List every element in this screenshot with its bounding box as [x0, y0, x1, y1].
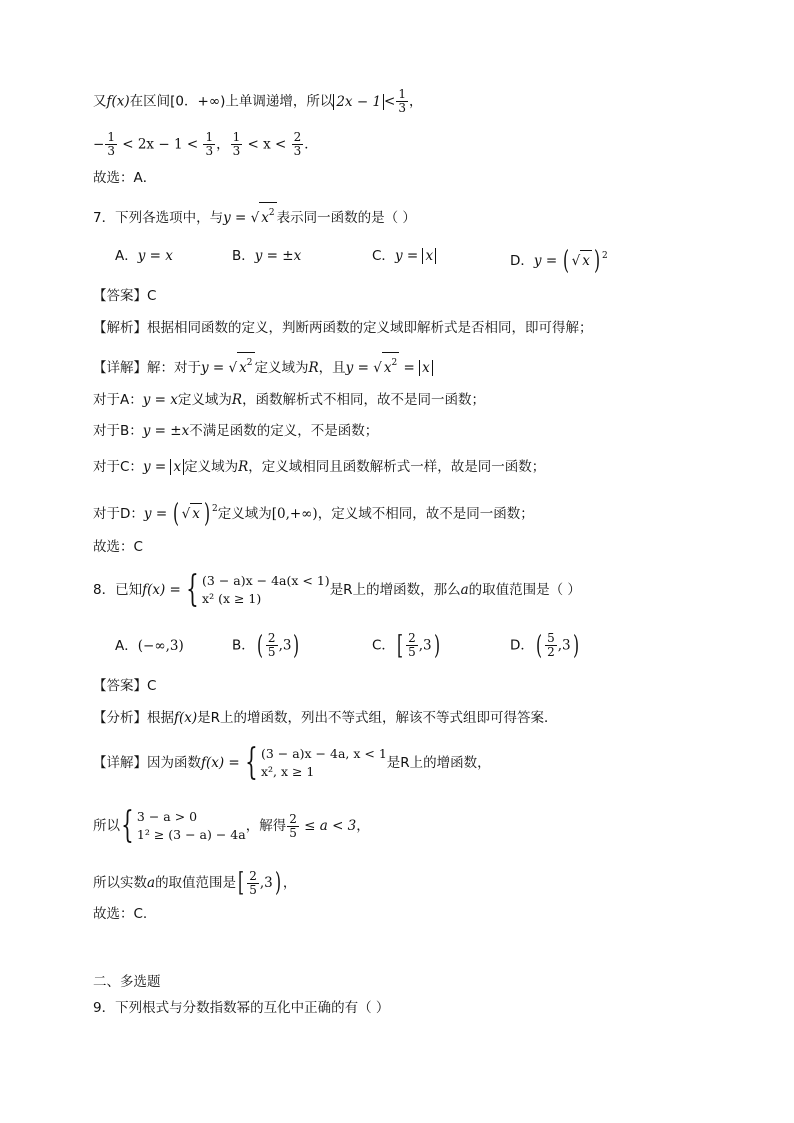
for-a: 对于A：y = x定义域为R，函数解析式不相同，故不是同一函数；	[93, 392, 486, 408]
text: 又	[93, 93, 107, 110]
option-8c[interactable]: C．[ $\frac{2}{5}$ ,3)	[372, 630, 440, 661]
analysis-7: 【解析】根据相同函数的定义，判断两函数的定义域即解析式是否相同，即可得解；	[93, 320, 593, 336]
option-7b[interactable]: B．y = ±x	[232, 248, 302, 264]
math-abs: 2x − 1	[333, 94, 384, 110]
select-answer-7: 故选：C	[93, 539, 143, 555]
detail-8: 【详解】因为函数f(x) = { (3 − a)x − 4a, x < 1 x², x ≥ 1 是R上的增函数，	[93, 742, 491, 783]
for-b: 对于B：y = ±x不满足函数的定义，不是函数；	[93, 423, 379, 439]
line-2: − $\frac{1}{3}$ < 2x − 1 < $\frac{1}{3}$ ， $\frac{1}{3}$ < x < $\frac{2}{3}$ ．	[93, 130, 318, 158]
analysis-8: 【分析】根据f(x)是R上的增函数，列出不等式组，解该不等式组即可得答案．	[93, 710, 558, 726]
question-8: 8．已知f(x) = { (3 − a)x − 4a(x < 1) x² (x ≥ 1) 是R上的增函数，那么a的取值范围是（ ）	[93, 569, 581, 610]
section-heading: 二、多选题	[93, 974, 161, 990]
fraction: $\frac{1}{3}$	[398, 87, 406, 115]
select-answer-6: 故选：A．	[93, 170, 157, 186]
fraction: $\frac{2}{3}$	[293, 130, 302, 158]
fraction: $\frac{1}{3}$	[205, 130, 214, 158]
line-1	[93, 88, 422, 115]
text: ，	[408, 93, 423, 110]
fraction: $\frac{1}{3}$	[232, 130, 241, 158]
for-c: 对于C：y = x 定义域为R，定义域相同且函数解析式一样，故是同一函数；	[93, 459, 546, 475]
option-7a[interactable]: A．y = x	[115, 248, 173, 264]
fraction: $\frac{1}{3}$	[107, 130, 115, 158]
math-fx: f(x)	[106, 93, 130, 110]
option-8d[interactable]: D．( $\frac{5}{2}$ ,3)	[510, 630, 579, 661]
range-line: 所以实数a的取值范围是[ $\frac{2}{5}$ ,3) ，	[93, 868, 297, 898]
so-system: 所以 { 3 − a > 0 1² ≥ (3 − a) − 4a ，解得 $\frac{2}{5}$ ≤ a < 3，	[93, 805, 370, 846]
option-7d[interactable]: D．y = ( √ x ) $^2$	[510, 246, 608, 276]
answer-7: 【答案】C	[93, 288, 157, 304]
text: 在区间[0．+∞)上单调递增，所以	[129, 93, 334, 110]
select-answer-8: 故选：C.	[93, 906, 148, 922]
option-8a[interactable]: A．(−∞,3)	[115, 638, 184, 654]
answer-8: 【答案】C	[93, 678, 157, 694]
question-9: 9．下列根式与分数指数幂的互化中正确的有（ ）	[93, 1000, 390, 1016]
for-d: 对于D：y = ( √ x ) $^2$定义域为[0,+∞)，定义域不相同，故不是同一函数；	[93, 499, 534, 529]
option-8b[interactable]: B．( $\frac{2}{5}$ ,3)	[232, 630, 300, 661]
math-lt: <	[384, 93, 396, 110]
math-ineq: < 2x − 1 <	[117, 136, 203, 153]
option-7c[interactable]: C．y = x	[372, 246, 436, 266]
detail-7: 【详解】解：对于y = √ $x^2$ 定义域为R，且y = √ $x^2 = x$	[93, 352, 433, 378]
question-7: 7．下列各选项中，与y = √ $x^2$ 表示同一函数的是（ ）	[93, 202, 416, 228]
